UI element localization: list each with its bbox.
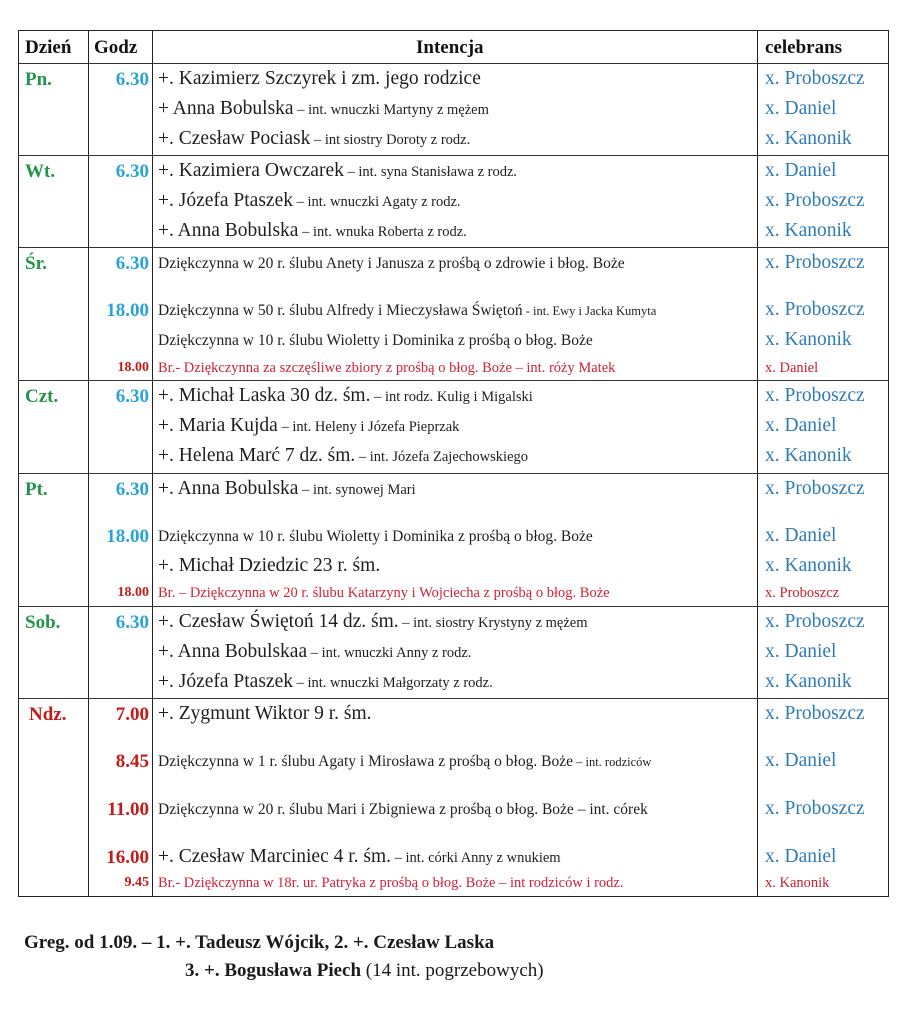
gregorian-masses-text: 3. +. Bogusława Piech bbox=[185, 960, 362, 981]
mass-time: 6.30 bbox=[115, 161, 149, 182]
intention-main: +. Helena Marć 7 dz. śm. bbox=[158, 445, 356, 466]
mass-time: 18.00 bbox=[117, 585, 149, 600]
celebrant: x. Kanonik bbox=[765, 555, 852, 576]
mass-time: 7.00 bbox=[115, 704, 149, 725]
intention-main: +. Anna Bobulska bbox=[158, 478, 299, 499]
intention-main: + Anna Bobulska bbox=[158, 98, 294, 119]
intention bbox=[158, 221, 467, 241]
intention-requester: – int. rodziców bbox=[572, 755, 652, 769]
day-label: Pt. bbox=[25, 479, 48, 500]
intention-main: +. Czesław Pociask bbox=[158, 128, 311, 149]
intention-requester: – int. synowej Mari bbox=[298, 482, 416, 498]
mass-time: 18.00 bbox=[106, 526, 149, 547]
intention-main: Dziękczynna w 10 r. ślubu Wioletty i Dominika z prośbą o błog. Boże bbox=[158, 528, 593, 545]
intention-main: Br.- Dziękczynna w 18r. ur. Patryka z prośbą o błog. Boże – int rodziców i rodz. bbox=[158, 875, 624, 891]
header-time: Godz bbox=[94, 37, 138, 58]
row-divider bbox=[19, 606, 888, 607]
day-label: Śr. bbox=[25, 253, 48, 274]
intention-requester: – int. wnuczki Agaty z rodz. bbox=[293, 194, 461, 210]
intention-main: +. Maria Kujda bbox=[158, 415, 278, 436]
celebrant: x. Proboszcz bbox=[765, 585, 840, 601]
intention-requester: – int. córki Anny z wnukiem bbox=[391, 850, 561, 866]
day-label: Wt. bbox=[25, 161, 56, 182]
intention bbox=[158, 256, 625, 272]
intention-main: Dziękczynna w 1 r. ślubu Agaty i Mirosława z prośbą o błog. Boże bbox=[158, 753, 573, 770]
celebrant: x. Daniel bbox=[765, 641, 837, 662]
intention bbox=[158, 303, 656, 319]
celebrant: x. Daniel bbox=[765, 525, 837, 546]
intention-main: +. Michał Dziedzic 23 r. śm. bbox=[158, 555, 381, 576]
intention bbox=[158, 754, 651, 770]
celebrant: x. Proboszcz bbox=[765, 190, 865, 211]
celebrant: x. Daniel bbox=[765, 360, 819, 376]
intention bbox=[158, 556, 380, 576]
row-divider bbox=[19, 63, 888, 64]
intention bbox=[158, 586, 610, 601]
mass-time: 11.00 bbox=[107, 799, 149, 820]
celebrant: x. Proboszcz bbox=[765, 611, 865, 632]
intention bbox=[158, 416, 459, 436]
intention-main: Dziękczynna w 20 r. ślubu Anety i Janusza z prośbą o zdrowie i błog. Boże bbox=[158, 255, 625, 272]
day-label: Sob. bbox=[25, 612, 61, 633]
day-label: Ndz. bbox=[29, 704, 67, 725]
intention bbox=[158, 672, 493, 692]
mass-time: 6.30 bbox=[115, 479, 149, 500]
celebrant: x. Daniel bbox=[765, 750, 837, 771]
mass-time: 18.00 bbox=[117, 360, 149, 375]
intention-main: Dziękczynna w 50 r. ślubu Alfredy i Mieczysława Świętoń bbox=[158, 302, 523, 319]
row-divider bbox=[19, 155, 888, 156]
intention bbox=[158, 876, 624, 891]
intention bbox=[158, 99, 489, 119]
celebrant: x. Daniel bbox=[765, 846, 837, 867]
intention-requester: – int. wnuczki Anny z rodz. bbox=[307, 645, 472, 661]
celebrant: x. Proboszcz bbox=[765, 478, 865, 499]
celebrant: x. Kanonik bbox=[765, 671, 852, 692]
header-day: Dzień bbox=[25, 37, 72, 58]
intention bbox=[158, 529, 593, 545]
intention bbox=[158, 333, 593, 349]
intention-main: +. Anna Bobulskaa bbox=[158, 641, 308, 662]
header-celebrant: celebrans bbox=[765, 37, 843, 58]
column-divider bbox=[757, 31, 758, 896]
row-divider bbox=[19, 473, 888, 474]
mass-time: 9.45 bbox=[124, 875, 149, 890]
celebrant: x. Kanonik bbox=[765, 445, 852, 466]
intention-main: Br.- Dziękczynna za szczęśliwe zbiory z prośbą o błog. Boże – int. róży Matek bbox=[158, 360, 616, 376]
intention-main: +. Kazimiera Owczarek bbox=[158, 160, 344, 181]
intention-requester: – int. Józefa Zajechowskiego bbox=[355, 449, 529, 465]
row-divider bbox=[19, 247, 888, 248]
celebrant: x. Kanonik bbox=[765, 128, 852, 149]
intention bbox=[158, 704, 372, 724]
celebrant: x. Proboszcz bbox=[765, 798, 865, 819]
celebrant: x. Proboszcz bbox=[765, 385, 865, 406]
intention bbox=[158, 446, 528, 466]
intention-main: Dziękczynna w 20 r. ślubu Mari i Zbigniewa z prośbą o błog. Boże – int. córek bbox=[158, 801, 648, 818]
intention-main: +. Michał Laska 30 dz. śm. bbox=[158, 385, 371, 406]
celebrant: x. Proboszcz bbox=[765, 68, 865, 89]
mass-time: 6.30 bbox=[115, 253, 149, 274]
intention-requester: – int. siostry Krystyny z mężem bbox=[398, 615, 588, 631]
mass-time: 6.30 bbox=[115, 69, 149, 90]
intention-requester: – int rodz. Kulig i Migalski bbox=[370, 389, 533, 405]
day-label: Pn. bbox=[25, 69, 52, 90]
intention bbox=[158, 129, 470, 149]
celebrant: x. Proboszcz bbox=[765, 252, 865, 273]
intention-requester: – int. syna Stanisława z rodz. bbox=[343, 164, 518, 180]
intention bbox=[158, 361, 615, 376]
row-divider bbox=[19, 698, 888, 699]
mass-time: 6.30 bbox=[115, 612, 149, 633]
celebrant: x. Kanonik bbox=[765, 875, 830, 891]
column-divider bbox=[152, 31, 153, 896]
mass-intentions-table bbox=[18, 30, 889, 897]
celebrant: x. Kanonik bbox=[765, 220, 852, 241]
intention-main: +. Kazimierz Szczyrek i zm. jego rodzice bbox=[158, 68, 481, 89]
intention-main: Dziękczynna w 10 r. ślubu Wioletty i Dominika z prośbą o błog. Boże bbox=[158, 332, 593, 349]
intention-main: +. Czesław Marciniec 4 r. śm. bbox=[158, 846, 392, 867]
intention-requester: – int. wnuczki Małgorzaty z rodz. bbox=[293, 675, 493, 691]
celebrant: x. Daniel bbox=[765, 160, 837, 181]
celebrant: x. Proboszcz bbox=[765, 703, 865, 724]
intention bbox=[158, 479, 416, 499]
day-label: Czt. bbox=[25, 386, 59, 407]
intention bbox=[158, 69, 481, 89]
gregorian-masses-text: Greg. od 1.09. – 1. +. Tadeusz Wójcik, 2. +. Czesław Laska bbox=[24, 932, 495, 953]
intention-requester: - int. Ewy i Jacka Kumyta bbox=[522, 304, 657, 318]
mass-time: 6.30 bbox=[115, 386, 149, 407]
row-divider bbox=[19, 380, 888, 381]
intention-requester: – int. wnuka Roberta z rodz. bbox=[298, 224, 467, 240]
gregorian-masses-line-2 bbox=[185, 960, 544, 982]
intention bbox=[158, 161, 517, 181]
intention-main: +. Czesław Świętoń 14 dz. śm. bbox=[158, 611, 399, 632]
celebrant: x. Proboszcz bbox=[765, 299, 865, 320]
intention bbox=[158, 847, 561, 867]
intention-requester: – int siostry Doroty z rodz. bbox=[310, 132, 471, 148]
intention-main: +. Zygmunt Wiktor 9 r. śm. bbox=[158, 703, 372, 724]
intention bbox=[158, 802, 648, 818]
intention bbox=[158, 642, 471, 662]
intention-requester: – int. Heleny i Józefa Pieprzak bbox=[277, 419, 460, 435]
intention-requester: – int. wnuczki Martyny z mężem bbox=[293, 102, 489, 118]
intention bbox=[158, 191, 461, 211]
mass-time: 16.00 bbox=[106, 847, 149, 868]
mass-time: 18.00 bbox=[106, 300, 149, 321]
celebrant: x. Daniel bbox=[765, 98, 837, 119]
intention bbox=[158, 386, 533, 406]
intention bbox=[158, 612, 588, 632]
celebrant: x. Kanonik bbox=[765, 329, 852, 350]
intention-main: +. Józefa Ptaszek bbox=[158, 190, 293, 211]
funeral-intentions-count: (14 int. pogrzebowych) bbox=[361, 960, 544, 981]
celebrant: x. Daniel bbox=[765, 415, 837, 436]
intention-main: +. Anna Bobulska bbox=[158, 220, 299, 241]
intention-main: +. Józefa Ptaszek bbox=[158, 671, 293, 692]
header-intention: Intencja bbox=[416, 37, 484, 58]
mass-time: 8.45 bbox=[115, 751, 149, 772]
gregorian-masses-line-1 bbox=[24, 932, 494, 954]
intention-main: Br. – Dziękczynna w 20 r. ślubu Katarzyny i Wojciecha z prośbą o błog. Boże bbox=[158, 585, 610, 601]
